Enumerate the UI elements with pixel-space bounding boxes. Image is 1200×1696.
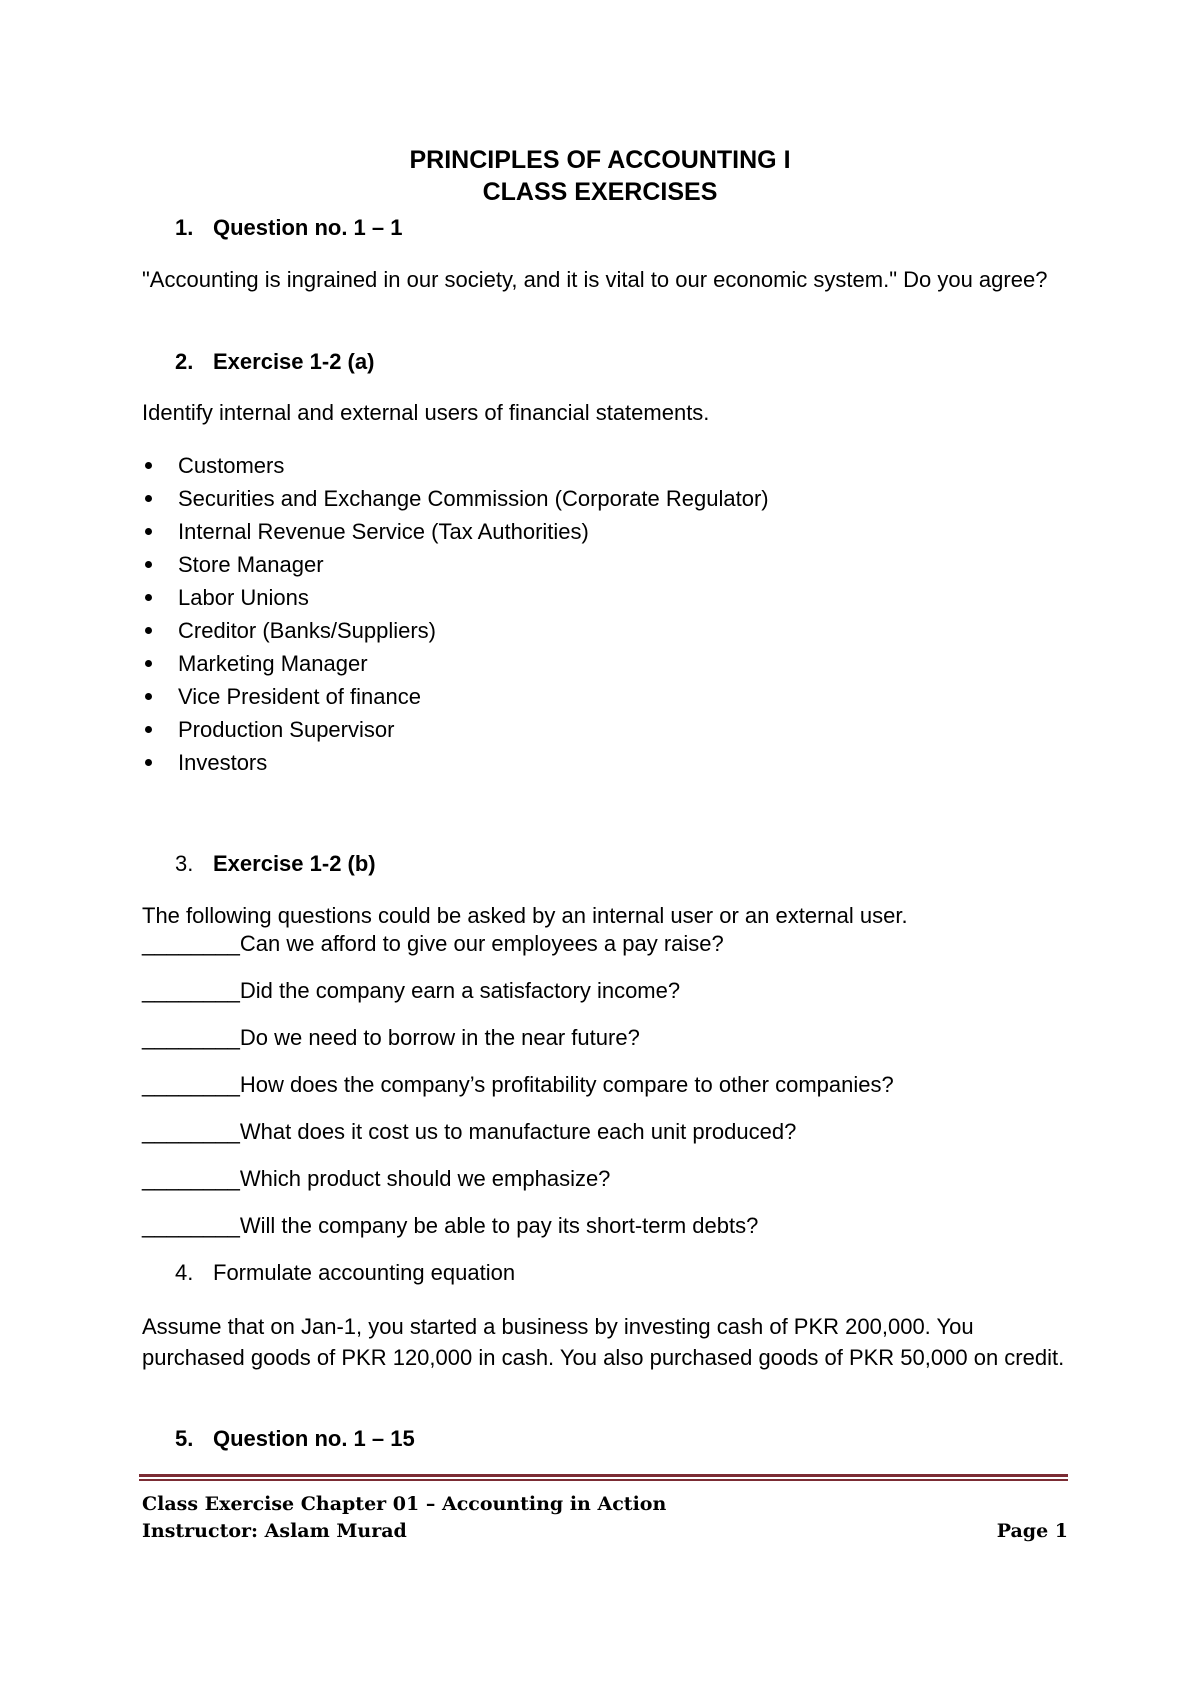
q1-text: "Accounting is ingrained in our society, and it is vital to our economic system." Do you agree? <box>142 267 1048 292</box>
q1-heading <box>175 213 402 243</box>
bullet-icon <box>145 495 152 502</box>
list-item: Creditor (Banks/Suppliers) <box>142 614 769 647</box>
q4-number: 4. <box>175 1260 194 1285</box>
list-item: Labor Unions <box>142 581 769 614</box>
bullet-icon <box>145 627 152 634</box>
q3-title: Exercise 1-2 (b) <box>213 851 376 876</box>
bullet-icon <box>145 693 152 700</box>
document-subtitle: CLASS EXERCISES <box>482 178 718 206</box>
list-item: Vice President of finance <box>142 680 769 713</box>
q3-heading <box>175 849 376 879</box>
q2-number: 2. <box>175 349 194 374</box>
answer-blank: ________ <box>142 1025 240 1050</box>
q2-title: Exercise 1-2 (a) <box>213 349 375 374</box>
footer-chapter: Class Exercise Chapter 01 – Accounting in Action <box>142 1493 667 1515</box>
q4-text: Assume that on Jan-1, you started a business by investing cash of PKR 200,000. You purchased goods of PKR 120,000 in cash. You also purchased goods of PKR 50,000 on credit. <box>142 1314 1065 1370</box>
q1-number: 1. <box>175 215 194 240</box>
users-list <box>142 449 769 779</box>
question-line: ________How does the company’s profitability compare to other companies? <box>142 1072 894 1097</box>
q4-title: Formulate accounting equation <box>213 1260 516 1285</box>
question-line: ________Can we afford to give our employees a pay raise? <box>142 931 724 956</box>
q3-text: The following questions could be asked by an internal user or an external user. <box>142 903 908 928</box>
question-line: ________Did the company earn a satisfactory income? <box>142 978 681 1003</box>
footer-page-number: Page 1 <box>996 1520 1068 1542</box>
q1-title: Question no. 1 – 1 <box>213 215 403 240</box>
bullet-icon <box>145 660 152 667</box>
q3-number: 3. <box>175 851 194 876</box>
q4-heading <box>175 1258 515 1288</box>
list-item: Investors <box>142 746 769 779</box>
q5-number: 5. <box>175 1426 194 1451</box>
document-title: PRINCIPLES OF ACCOUNTING I <box>409 146 791 174</box>
footer-divider <box>139 1474 1068 1483</box>
q5-heading <box>175 1424 415 1454</box>
answer-blank: ________ <box>142 1119 240 1144</box>
bullet-icon <box>145 726 152 733</box>
list-item: Marketing Manager <box>142 647 769 680</box>
bullet-icon <box>145 561 152 568</box>
list-item: Internal Revenue Service (Tax Authorities) <box>142 515 769 548</box>
bullet-icon <box>145 759 152 766</box>
question-line: ________Do we need to borrow in the near future? <box>142 1025 640 1050</box>
question-line: ________Will the company be able to pay its short-term debts? <box>142 1213 759 1238</box>
list-item: Customers <box>142 449 769 482</box>
q2-heading <box>175 347 374 377</box>
footer-instructor: Instructor: Aslam Murad <box>142 1520 407 1542</box>
answer-blank: ________ <box>142 1166 240 1191</box>
question-line: ________Which product should we emphasize? <box>142 1166 611 1191</box>
answer-blank: ________ <box>142 1213 240 1238</box>
question-line: ________What does it cost us to manufacture each unit produced? <box>142 1119 797 1144</box>
answer-blank: ________ <box>142 931 240 956</box>
answer-blank: ________ <box>142 1072 240 1097</box>
list-item: Production Supervisor <box>142 713 769 746</box>
bullet-icon <box>145 594 152 601</box>
q2-text: Identify internal and external users of financial statements. <box>142 400 710 425</box>
answer-blank: ________ <box>142 978 240 1003</box>
list-item: Store Manager <box>142 548 769 581</box>
bullet-icon <box>145 462 152 469</box>
bullet-icon <box>145 528 152 535</box>
list-item: Securities and Exchange Commission (Corporate Regulator) <box>142 482 769 515</box>
q5-title: Question no. 1 – 15 <box>213 1426 415 1451</box>
